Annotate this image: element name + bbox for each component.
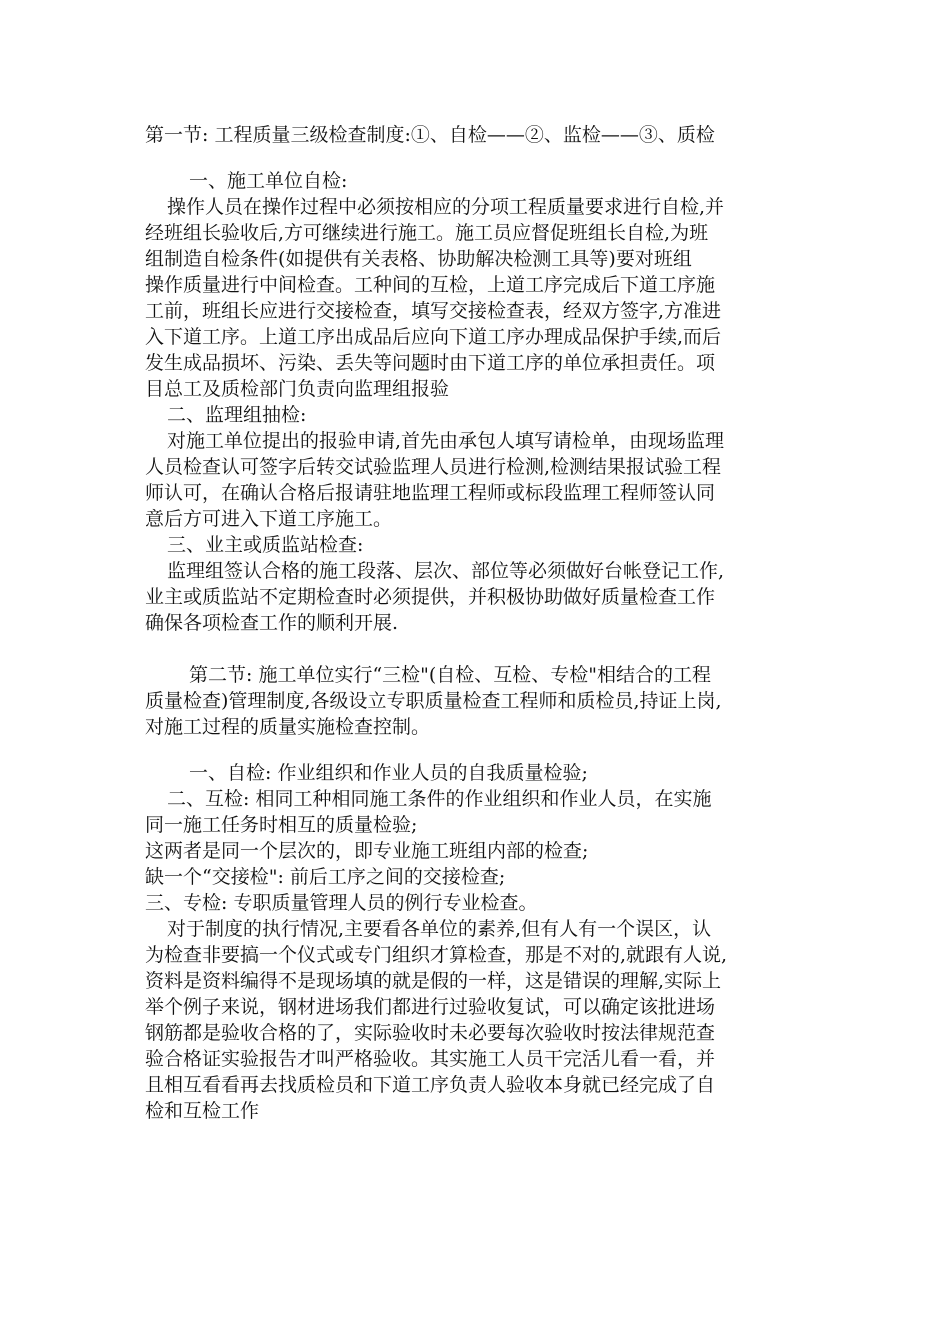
- section-2-intro: [145, 662, 825, 740]
- section-1-title: 第一节: 工程质量三级检查制度:①、自检——②、监检——③、质检: [145, 124, 715, 146]
- text-line: 二、互检: 相同工种相同施工条件的作业组织和作业人员，在实施: [167, 788, 712, 810]
- text-line: 同一施工任务时相互的质量检验;: [145, 814, 418, 836]
- text-line: 确保各项检查工作的顺利开展.: [145, 612, 399, 634]
- note-handover-check: 缺一个“交接检": 前后工序之间的交接检查;: [145, 866, 506, 888]
- text-line: 检和互检工作: [145, 1100, 260, 1122]
- text-line: 对施工单位提出的报验申请,首先由承包人填写请检单，由现场监理: [167, 430, 725, 452]
- heading-owner-check: 三、业主或质监站检查:: [167, 534, 364, 556]
- text-line: 钢筋都是验收合格的了，实际验收时未必要每次验收时按法律规范查: [145, 1022, 716, 1044]
- note-same-level: 这两者是同一个层次的，即专业施工班组内部的检查;: [145, 840, 589, 862]
- paragraph-supervision-check: [145, 428, 825, 532]
- text-line: 目总工及质检部门负责向监理组报验: [145, 378, 450, 400]
- text-line: 对于制度的执行情况,主要看各单位的素养,但有人有一个误区，认: [167, 918, 712, 940]
- text-line: 工前，班组长应进行交接检查，填写交接检查表，经双方签字,方准进: [145, 300, 722, 322]
- text-line: 操作人员在操作过程中必须按相应的分项工程质量要求进行自检,并: [167, 196, 725, 218]
- paragraph-self-inspection: [145, 194, 825, 402]
- text-line: 师认可，在确认合格后报请驻地监理工程师或标段监理工程师签认同: [145, 482, 716, 504]
- text-line: 质量检查)管理制度,各级设立专职质量检查工程师和质检员,持证上岗,: [145, 690, 722, 712]
- text-line: 经班组长验收后,方可继续进行施工。施工员应督促班组长自检,为班: [145, 222, 709, 244]
- text-line: 举个例子来说，钢材进场我们都进行过验收复试，可以确定该批进场: [145, 996, 716, 1018]
- text-line: 人员检查认可签字后转交试验监理人员进行检测,检测结果报试验工程: [145, 456, 722, 478]
- paragraph-owner-check: [145, 558, 825, 636]
- text-line: 且相互看看再去找质检员和下道工序负责人验收本身就已经完成了自: [145, 1074, 716, 1096]
- text-line: 监理组签认合格的施工段落、层次、部位等必须做好台帐登记工作,: [167, 560, 725, 582]
- heading-self-inspection: 一、施工单位自检:: [189, 170, 348, 192]
- text-line: 验合格证实验报告才叫严格验收。其实施工人员干完活儿看一看，并: [145, 1048, 716, 1070]
- text-line: 组制造自检条件(如提供有关表格、协助解决检测工具等)要对班组: [145, 248, 692, 270]
- item-mutual-check: [145, 786, 825, 838]
- text-line: 意后方可进入下道工序施工。: [145, 508, 393, 530]
- paragraph-system-execution: [145, 916, 825, 1124]
- text-line: 为检查非要搞一个仪式或专门组织才算检查，那是不对的,就跟有人说,: [145, 944, 728, 966]
- text-line: 发生成品损坏、污染、丢失等问题时由下道工序的单位承担责任。项: [145, 352, 716, 374]
- text-line: 资料是资料编得不是现场填的就是假的一样，这是错误的理解,实际上: [145, 970, 722, 992]
- text-line: 入下道工序。上道工序出成品后应向下道工序办理成品保护手续,而后: [145, 326, 722, 348]
- text-line: 第二节: 施工单位实行“三检"(自检、互检、专检"相结合的工程: [189, 664, 712, 686]
- item-self-check: 一、自检: 作业组织和作业人员的自我质量检验;: [189, 762, 588, 784]
- text-line: 操作质量进行中间检查。工种间的互检，上道工序完成后下道工序施: [145, 274, 716, 296]
- heading-supervision-check: 二、监理组抽检:: [167, 404, 307, 426]
- text-line: 对施工过程的质量实施检查控制。: [145, 716, 431, 738]
- item-special-check: 三、专检: 专职质量管理人员的例行专业检查。: [145, 892, 538, 914]
- document-page: [145, 122, 825, 1124]
- text-line: 业主或质监站不定期检查时必须提供，并积极协助做好质量检查工作: [145, 586, 716, 608]
